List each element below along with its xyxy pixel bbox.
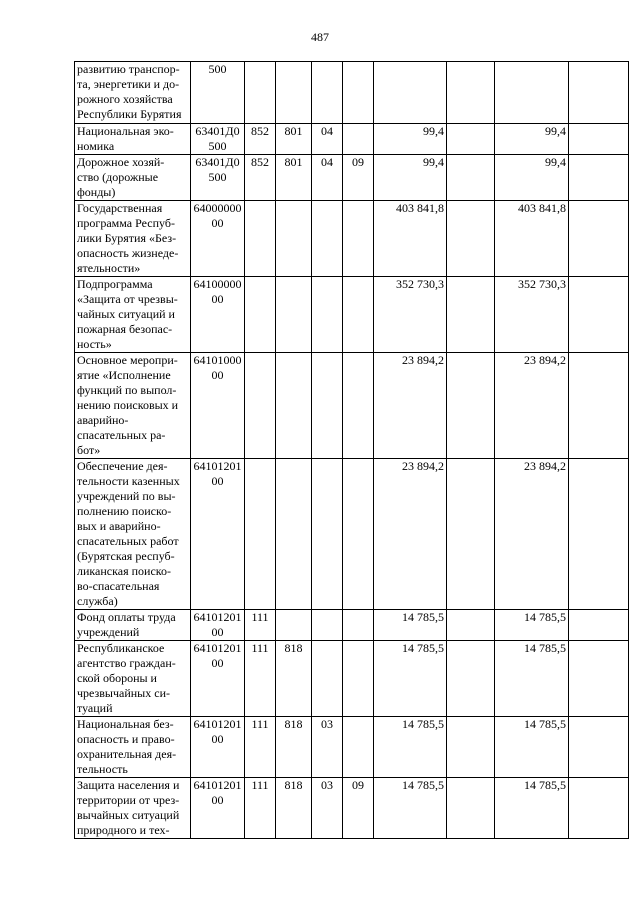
table-row (75, 124, 629, 155)
target-code-cell: 64000000 00 (191, 201, 245, 277)
table-row (75, 277, 629, 353)
row-name-cell: Национальная эко- номика (75, 124, 191, 155)
section-cell (312, 62, 343, 124)
subsection-cell: 09 (343, 155, 374, 201)
empty-cell (447, 778, 495, 839)
amount-year2-cell: 352 730,3 (495, 277, 569, 353)
amount-year2-cell: 23 894,2 (495, 353, 569, 459)
empty-cell (569, 459, 629, 610)
empty-cell (569, 201, 629, 277)
subsection-cell (343, 641, 374, 717)
ministry-code-cell: 818 (276, 778, 312, 839)
subsection-cell: 09 (343, 778, 374, 839)
amount-year1-cell: 352 730,3 (374, 277, 447, 353)
section-cell (312, 353, 343, 459)
subsection-cell (343, 62, 374, 124)
subsection-cell (343, 610, 374, 641)
table-row (75, 641, 629, 717)
empty-cell (447, 610, 495, 641)
empty-cell (447, 124, 495, 155)
amount-year2-cell: 14 785,5 (495, 717, 569, 778)
ministry-code-cell (276, 201, 312, 277)
expense-type-cell (245, 62, 276, 124)
empty-cell (569, 277, 629, 353)
empty-cell (447, 717, 495, 778)
section-cell (312, 277, 343, 353)
expense-type-cell (245, 201, 276, 277)
table-row (75, 155, 629, 201)
section-cell: 04 (312, 124, 343, 155)
amount-year1-cell: 99,4 (374, 155, 447, 201)
ministry-code-cell (276, 459, 312, 610)
row-name-cell: Государственная программа Респуб- лики Бурятия «Без- опасность жизнеде- ятельности» (75, 201, 191, 277)
ministry-code-cell: 818 (276, 641, 312, 717)
empty-cell (447, 459, 495, 610)
empty-cell (569, 641, 629, 717)
expense-type-cell: 111 (245, 641, 276, 717)
table-row (75, 778, 629, 839)
target-code-cell: 64100000 00 (191, 277, 245, 353)
row-name-cell: Фонд оплаты труда учреждений (75, 610, 191, 641)
amount-year1-cell: 403 841,8 (374, 201, 447, 277)
target-code-cell: 64101201 00 (191, 641, 245, 717)
target-code-cell: 64101201 00 (191, 610, 245, 641)
expense-type-cell: 111 (245, 610, 276, 641)
table-row (75, 353, 629, 459)
table-row (75, 717, 629, 778)
subsection-cell (343, 717, 374, 778)
empty-cell (569, 155, 629, 201)
target-code-cell: 64101201 00 (191, 778, 245, 839)
budget-table (74, 61, 629, 839)
amount-year2-cell: 14 785,5 (495, 610, 569, 641)
subsection-cell (343, 277, 374, 353)
table-row (75, 610, 629, 641)
empty-cell (569, 62, 629, 124)
amount-year2-cell: 14 785,5 (495, 641, 569, 717)
amount-year1-cell: 14 785,5 (374, 641, 447, 717)
empty-cell (447, 277, 495, 353)
amount-year1-cell (374, 62, 447, 124)
expense-type-cell (245, 459, 276, 610)
row-name-cell: Подпрограмма «Защита от чрезвы- чайных ситуаций и пожарная безопас- ность» (75, 277, 191, 353)
empty-cell (447, 62, 495, 124)
empty-cell (569, 717, 629, 778)
table-row (75, 459, 629, 610)
empty-cell (569, 124, 629, 155)
subsection-cell (343, 201, 374, 277)
amount-year2-cell: 403 841,8 (495, 201, 569, 277)
table-row (75, 201, 629, 277)
empty-cell (569, 778, 629, 839)
expense-type-cell: 111 (245, 717, 276, 778)
expense-type-cell (245, 353, 276, 459)
empty-cell (447, 353, 495, 459)
target-code-cell: 63401Д0 500 (191, 124, 245, 155)
target-code-cell: 64101201 00 (191, 459, 245, 610)
target-code-cell: 64101201 00 (191, 717, 245, 778)
ministry-code-cell (276, 277, 312, 353)
empty-cell (569, 353, 629, 459)
table-row (75, 62, 629, 124)
target-code-cell: 63401Д0 500 (191, 155, 245, 201)
row-name-cell: Защита населения и территории от чрез- вычайных ситуаций природного и тех- (75, 778, 191, 839)
section-cell: 03 (312, 778, 343, 839)
row-name-cell: Национальная без- опасность и право- охранительная дея- тельность (75, 717, 191, 778)
amount-year2-cell: 99,4 (495, 155, 569, 201)
amount-year2-cell (495, 62, 569, 124)
subsection-cell (343, 459, 374, 610)
ministry-code-cell: 818 (276, 717, 312, 778)
amount-year2-cell: 14 785,5 (495, 778, 569, 839)
ministry-code-cell (276, 610, 312, 641)
section-cell (312, 610, 343, 641)
row-name-cell: Республиканское агентство граждан- ской обороны и чрезвычайных си- туаций (75, 641, 191, 717)
table-body (75, 62, 629, 839)
row-name-cell: Основное меропри- ятие «Исполнение функций по выпол- нению поисковых и аварийно- спасательных ра- бот» (75, 353, 191, 459)
row-name-cell: развитию транспор- та, энергетики и до- рожного хозяйства Республики Бурятия (75, 62, 191, 124)
amount-year1-cell: 14 785,5 (374, 717, 447, 778)
section-cell (312, 201, 343, 277)
empty-cell (447, 201, 495, 277)
row-name-cell: Дорожное хозяй- ство (дорожные фонды) (75, 155, 191, 201)
section-cell: 03 (312, 717, 343, 778)
empty-cell (569, 610, 629, 641)
page-number: 487 (311, 30, 329, 44)
subsection-cell (343, 124, 374, 155)
expense-type-cell: 852 (245, 155, 276, 201)
amount-year1-cell: 14 785,5 (374, 778, 447, 839)
ministry-code-cell: 801 (276, 155, 312, 201)
amount-year1-cell: 23 894,2 (374, 353, 447, 459)
subsection-cell (343, 353, 374, 459)
ministry-code-cell (276, 353, 312, 459)
expense-type-cell: 111 (245, 778, 276, 839)
section-cell: 04 (312, 155, 343, 201)
section-cell (312, 459, 343, 610)
expense-type-cell: 852 (245, 124, 276, 155)
expense-type-cell (245, 277, 276, 353)
ministry-code-cell (276, 62, 312, 124)
amount-year2-cell: 99,4 (495, 124, 569, 155)
empty-cell (447, 155, 495, 201)
row-name-cell: Обеспечение дея- тельности казенных учреждений по вы- полнению поиско- вых и аварийно- спасательных работ (Бурятская респуб- ликанская поиско- во-спасательная служба) (75, 459, 191, 610)
amount-year1-cell: 14 785,5 (374, 610, 447, 641)
amount-year1-cell: 99,4 (374, 124, 447, 155)
amount-year2-cell: 23 894,2 (495, 459, 569, 610)
target-code-cell: 64101000 00 (191, 353, 245, 459)
section-cell (312, 641, 343, 717)
amount-year1-cell: 23 894,2 (374, 459, 447, 610)
target-code-cell: 500 (191, 62, 245, 124)
empty-cell (447, 641, 495, 717)
ministry-code-cell: 801 (276, 124, 312, 155)
